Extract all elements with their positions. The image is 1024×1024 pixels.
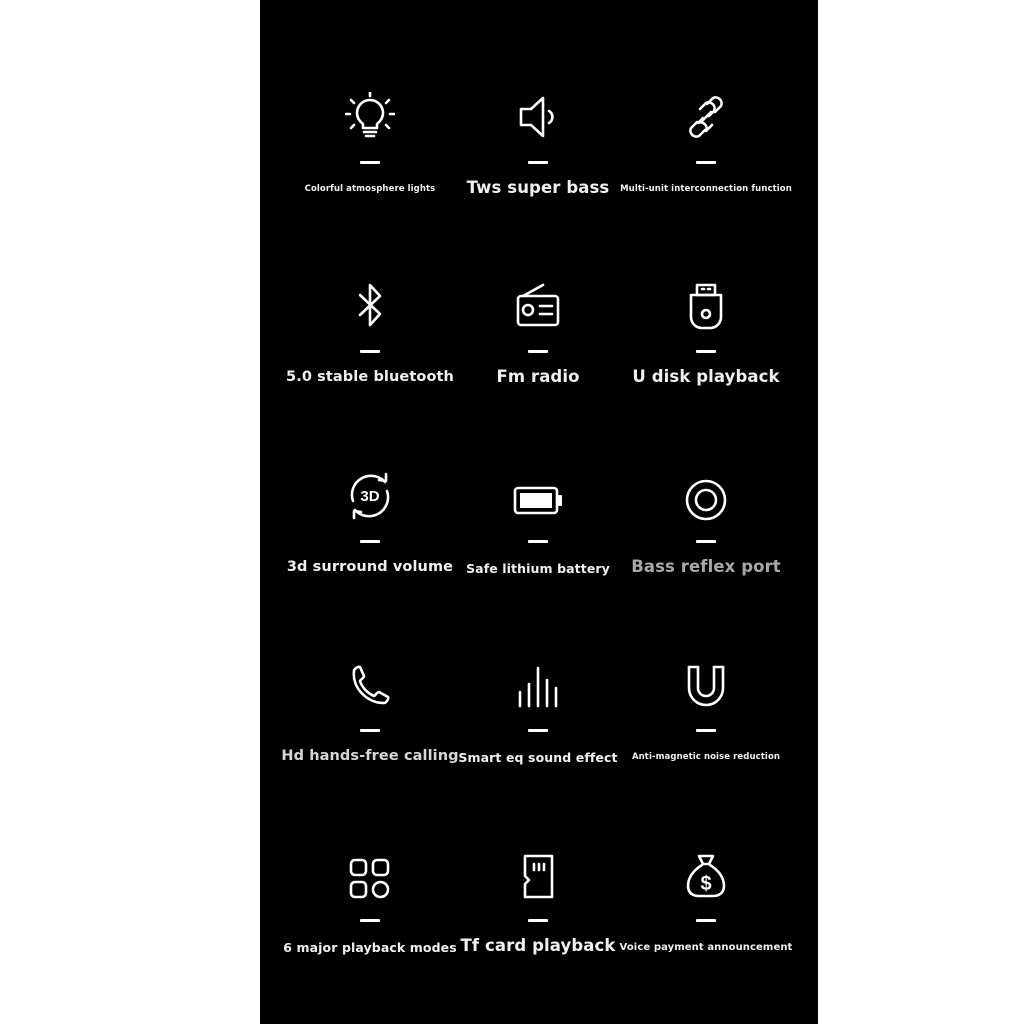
divider bbox=[528, 729, 548, 732]
features-panel bbox=[260, 0, 818, 1024]
divider bbox=[360, 919, 380, 922]
radio-icon bbox=[513, 281, 563, 331]
divider bbox=[360, 729, 380, 732]
divider bbox=[360, 161, 380, 164]
feature-label: Multi-unit interconnection function bbox=[620, 184, 792, 194]
divider bbox=[528, 350, 548, 353]
link-icon bbox=[681, 92, 731, 142]
divider bbox=[696, 919, 716, 922]
grid-icon bbox=[345, 850, 395, 900]
feature-label: Hd hands-free calling bbox=[281, 748, 459, 764]
feature-label: Smart eq sound effect bbox=[458, 750, 618, 765]
battery-icon bbox=[513, 471, 563, 521]
feature-label: Safe lithium battery bbox=[466, 561, 610, 576]
lightbulb-icon bbox=[345, 92, 395, 142]
equalizer-icon bbox=[513, 660, 563, 710]
sd-card-icon bbox=[513, 850, 563, 900]
feature-label: Bass reflex port bbox=[631, 557, 781, 576]
divider bbox=[360, 540, 380, 543]
bluetooth-icon bbox=[345, 281, 395, 331]
magnet-icon bbox=[681, 660, 731, 710]
divider bbox=[696, 350, 716, 353]
divider bbox=[528, 540, 548, 543]
feature-label: 5.0 stable bluetooth bbox=[286, 369, 454, 385]
feature-label: 6 major playback modes bbox=[283, 940, 457, 955]
divider bbox=[696, 540, 716, 543]
divider bbox=[696, 161, 716, 164]
speaker-icon bbox=[513, 92, 563, 142]
divider bbox=[696, 729, 716, 732]
svg-text:$: $ bbox=[700, 873, 712, 895]
divider bbox=[528, 919, 548, 922]
3d-rotate-icon bbox=[345, 471, 395, 521]
feature-label: Colorful atmosphere lights bbox=[304, 184, 436, 194]
feature-label: 3d surround volume bbox=[286, 559, 454, 575]
money-bag-icon bbox=[681, 850, 731, 900]
feature-label: Tws super bass bbox=[466, 178, 610, 197]
divider bbox=[528, 161, 548, 164]
feature-label: U disk playback bbox=[632, 367, 780, 386]
phone-icon bbox=[345, 660, 395, 710]
feature-label: Anti-magnetic noise reduction bbox=[631, 752, 781, 762]
usb-drive-icon bbox=[681, 281, 731, 331]
feature-label: Fm radio bbox=[496, 367, 580, 386]
feature-label: Voice payment announcement bbox=[619, 942, 793, 953]
divider bbox=[360, 350, 380, 353]
feature-label: Tf card playback bbox=[460, 936, 616, 955]
circle-port-icon bbox=[681, 471, 731, 521]
svg-text:3D: 3D bbox=[360, 488, 380, 505]
